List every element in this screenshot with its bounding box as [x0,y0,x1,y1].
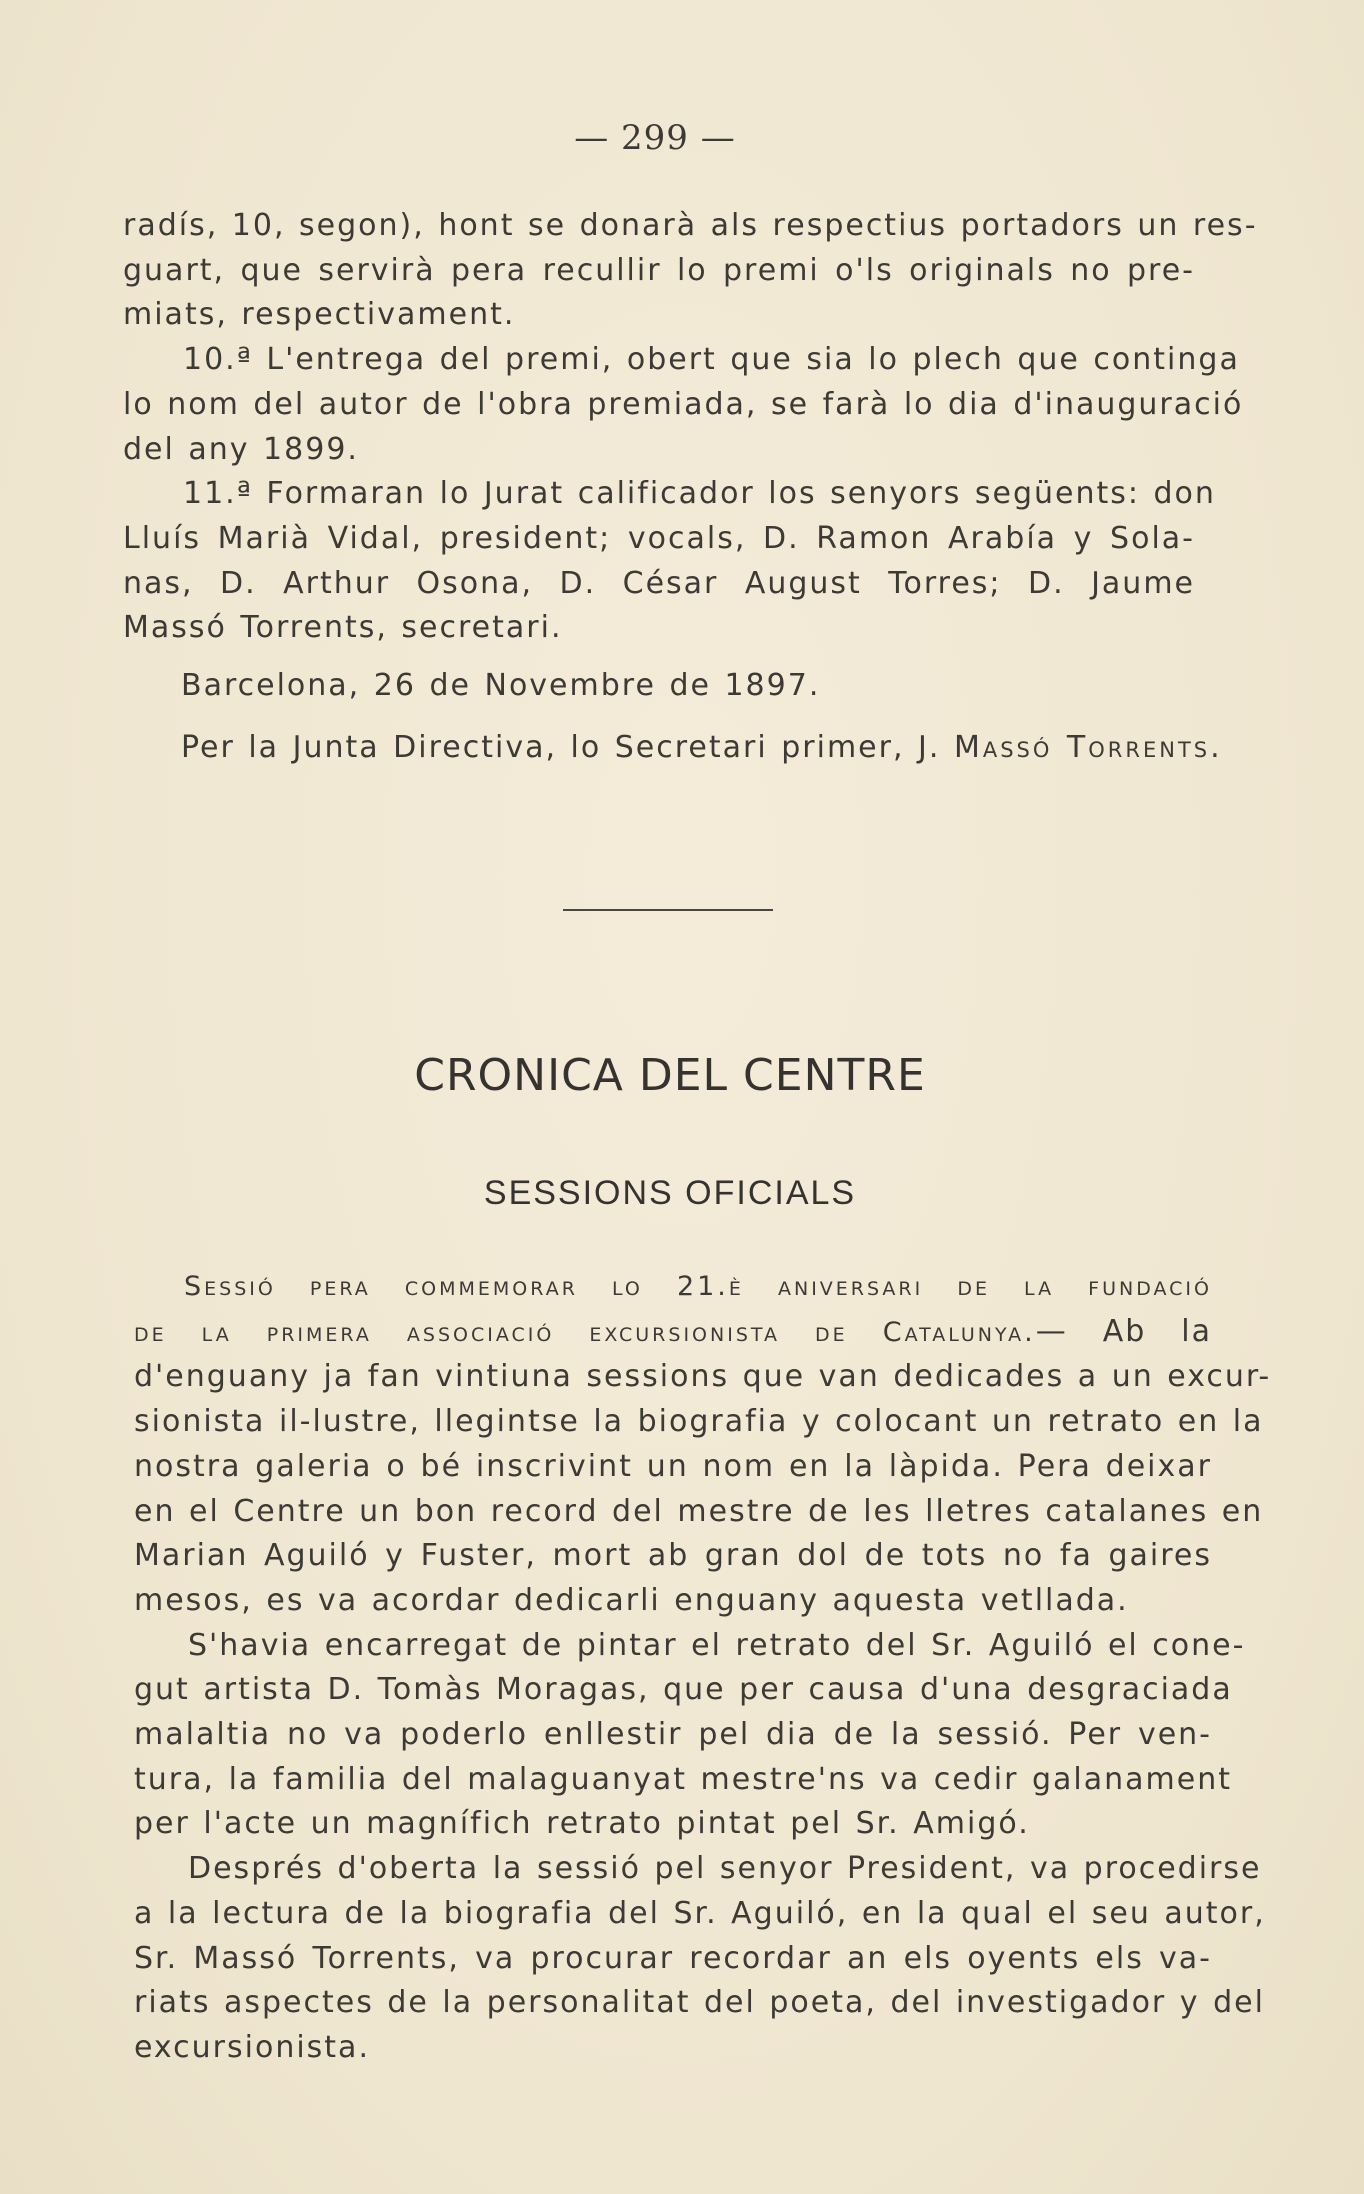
section-divider [563,909,773,911]
text-line: radís, 10, segon), hont se donarà als respectius portadors un res- [123,208,1258,243]
text-line: S'havia encarregat de pintar el retrato del Sr. Aguiló el cone- [188,1627,1246,1663]
text-line: excursionista. [134,2029,370,2065]
text-line: sionista il-lustre, llegintse la biografia y colocant un retrato en la [134,1404,1264,1440]
text-line: Sr. Massó Torrents, va procurar recordar an els oyents els va- [134,1940,1212,1976]
text-line: a la lectura de la biografia del Sr. Aguiló, en la qual el seu autor, [134,1895,1266,1931]
text-line: Marian Aguiló y Fuster, mort ab gran dol de tots no fa gaires [134,1538,1212,1574]
chronicle-body [134,1265,1272,2071]
signature-name: Massó Torrents. [953,729,1223,765]
signature-line [181,726,1223,771]
text-line: Després d'oberta la sessió pel senyor President, va procedirse [188,1851,1262,1887]
text-line: miats, respectivament. [123,297,516,333]
date-and-signature [181,664,1223,770]
text-line: Lluís Marià Vidal, president; vocals, D. Ramon Arabía y Sola- [123,520,1195,556]
text-line: 11.ª Formaran lo Jurat calificador los senyors següents: don [183,476,1216,512]
text-line: nas, D. Arthur Osona, D. César August Torres; D. Jaume [123,565,1195,601]
section-title: CRONICA DEL CENTRE [414,1050,926,1101]
text-line: lo nom del autor de l'obra premiada, se farà lo dia d'inauguració [123,386,1244,422]
session-heading-caps: de la primera associació excursionista de Catalunya. [134,1316,1036,1348]
page-number: — 299 — [574,118,736,158]
session-heading-line: Sessió pera commemorar lo 21.è aniversari de la fundació [184,1271,1212,1302]
text-line: del any 1899. [123,431,359,467]
text-line: d'enguany ja fan vintiuna sessions que van dedicades a un excur- [134,1359,1272,1395]
text-line: per l'acte un magnífich retrato pintat pel Sr. Amigó. [134,1806,1030,1842]
text-line: gut artista D. Tomàs Moragas, que per causa d'una desgraciada [134,1672,1233,1708]
text-line: tura, la familia del malaguanyat mestre'ns va cedir galanament [134,1761,1233,1797]
signature-prefix: Per la Junta Directiva, lo Secretari primer, J. [181,729,954,765]
text-line: en el Centre un bon record del mestre de les lletres catalanes en [134,1493,1264,1529]
session-heading-tail: — Ab la [1035,1313,1213,1349]
date-line: Barcelona, 26 de Novembre de 1897. [181,668,821,703]
text-line: nostra galeria o bé inscrivint un nom en la làpida. Pera deixar [134,1448,1212,1484]
text-line: mesos, es va acordar dedicarli enguany aquesta vetllada. [134,1582,1129,1618]
text-line: riats aspectes de la personalitat del poeta, del investigador y del [134,1985,1265,2021]
text-line: Massó Torrents, secretari. [123,610,563,646]
text-line: malaltia no va poderlo enllestir pel dia de la sessió. Per ven- [134,1717,1212,1753]
text-line: 10.ª L'entrega del premi, obert que sia lo plech que continga [183,342,1240,378]
text-line: guart, que servirà pera recullir lo premi o'ls originals no pre- [123,252,1195,288]
section-subtitle: SESSIONS OFICIALS [483,1174,857,1212]
rules-continuation [123,204,1258,651]
session-heading-line [134,1310,1212,1356]
